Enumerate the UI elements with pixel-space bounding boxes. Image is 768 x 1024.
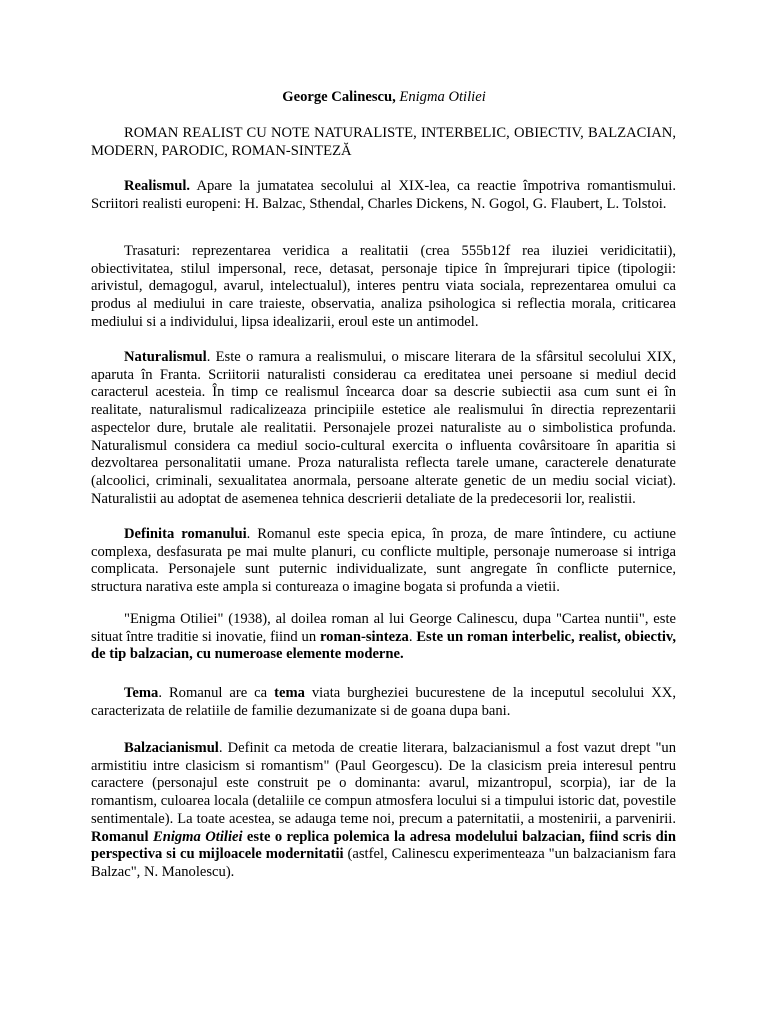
naturalism-paragraph [91,349,676,508]
work-title: Enigma Otiliei [399,89,486,105]
balzacianism-text-2: (astfel, Calinescu experimenteaza "un balzacianism fara Balzac", N. Manolescu). [91,846,676,880]
theme-text-2: viata burgheziei bucurestene de la inceputul secolului XX, caracterizata de relatiile de familie dezumanizate si de goana dupa bani. [91,685,676,719]
traits-paragraph [91,243,676,332]
definition-heading: Definita romanului [124,526,247,542]
definition-paragraph [91,526,676,597]
balzacianism-text-1: . Definit ca metoda de creatie literara, balzacianismul a fost vazut drept "un armistitiu intre clasicism si romantism" (Paul Georgescu). De la clasicism preia interesul pentru caractere (personajul este construit pe o dominanta: avarul, mizantropul, scorpia), iar de la romantism, culoarea locala (detaliile ce compun atmosfera locului si a timpului istoric dat, povestile sentimentale). La toate acestea, se adauga teme noi, precum a paternitatii, a mostenirii, a parvenirii. [91,740,676,827]
theme-paragraph [91,685,676,720]
theme-bold: tema [274,685,305,701]
naturalism-heading: Naturalismul [124,349,207,365]
balzacianism-paragraph [91,740,676,882]
definition-text: . Romanul este specia epica, în proza, de mare întindere, cu actiune complexa, desfasurata pe mai multe planuri, cu conflicte multiple, personaje numeroase si intriga complicata. Personajele sunt puternic individualizate, sunt angregate în conflicte puternice, structura narativa este ampla si contureaza o imagine bogata si profunda a vietii. [91,526,676,596]
traits-text: Trasaturi: reprezentarea veridica a realitatii (crea 555b12f rea iluziei veridicitatii), obiectivitatea, stilul impersonal, rece, detasat, personaje tipice în împrejurari tipice (tipologii: arivistul, demagogul, avarul, intelectualul), interes pentru viata sociala, reprezentarea omului ca produs al mediului in care traieste, observatia, analiza psihologica si reflectia morala, criticarea mediului si a individului, lipsa idealizarii, eroul este un antimodel. [91,243,676,330]
realism-paragraph [91,178,676,213]
subtitle-paragraph [91,125,676,160]
document-title [0,89,768,107]
enigma-bold-2: Este un roman interbelic, realist, obiectiv, de tip balzacian, cu numeroase elemente moderne. [91,628,677,663]
realism-heading: Realismul. [124,178,191,194]
subtitle-text: ROMAN REALIST CU NOTE NATURALISTE, INTERBELIC, OBIECTIV, BALZACIAN, MODERN, PARODIC, ROMAN-SINTEZĂ [91,125,676,159]
balzacianism-bold-1: Romanul [91,828,153,845]
realism-text: Apare la jumatatea secolului al XIX-lea, ca reactie împotriva romantismului. Scriitori realisti europeni: H. Balzac, Sthendal, Charles Dickens, N. Gogol, G. Flaubert, L. Tolstoi. [91,178,676,212]
enigma-text-1: "Enigma Otiliei" (1938), al doilea roman al lui George Calinescu, dupa "Cartea nuntii", este situat între traditie si inovatie, fiind un [91,611,676,645]
enigma-bold-1: roman-sinteza [319,628,409,645]
enigma-paragraph [91,611,676,664]
naturalism-text: . Este o ramura a realismului, o miscare literara de la sfârsitul secolului XIX, aparuta în Franta. Scriitorii naturalisti considerau ca ereditatea unei persoane si mediul decid caracterul acesteia. În timp ce realismul încearca doar sa descrie subiectii asa cum sunt ei în realitate, naturalismul radicalizeaza principiile estetice ale realismului în directia reprezentarii aspectelor dure, brutale ale realitatii. Personajele prozei naturaliste au o simbolistica profunda. Naturalismul considera ca mediul socio-cultural exercita o influenta covârsitoare în aparitia si dezvoltarea personalitatii umane. Proza naturalista reflecta tarele umane, caracterele denaturate (alcoolici, criminali, sexualitatea anormala, persoane alterate genetic de un mediu social viciat). Naturalistii au adoptat de asemenea tehnica descrierii detaliate de la predecesorii lor, realistii. [91,349,676,507]
theme-heading: Tema [124,685,159,701]
enigma-text-2: . [408,628,417,645]
balzacianism-bold-2: este o replica polemica la adresa modelului balzacian, fiind scris din perspectiva si cu mijloacele modernitatii [91,828,676,863]
theme-text-1: . Romanul are ca [158,685,275,701]
balzacianism-bold-italic: Enigma Otiliei [152,828,243,845]
author-name: George Calinescu, [282,89,396,105]
balzacianism-heading: Balzacianismul [124,740,219,756]
